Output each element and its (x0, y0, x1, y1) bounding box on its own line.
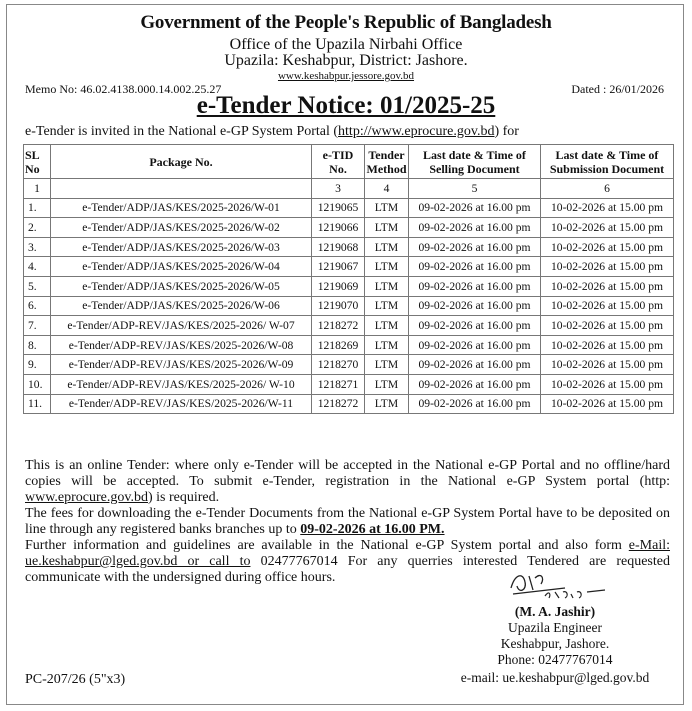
table-cell: 1219068 (312, 237, 365, 257)
office-location: Upazila: Keshabpur, District: Jashore. (224, 52, 468, 69)
table-cell: 1219065 (312, 198, 365, 218)
table-cell: 10. (24, 374, 51, 394)
table-cell: LTM (365, 374, 409, 394)
signer-address: Keshabpur, Jashore. (500, 636, 610, 651)
intro-before: e-Tender is invited in the National e-GP System Portal ( (25, 124, 339, 139)
table-cell: 10-02-2026 at 15.00 pm (541, 276, 674, 296)
table-cell: 3. (24, 237, 51, 257)
signer-designation: Upazila Engineer (507, 620, 603, 635)
table-cell: 1218272 (312, 316, 365, 336)
table-cell: 09-02-2026 at 16.00 pm (409, 335, 541, 355)
table-cell: LTM (365, 198, 409, 218)
table-cell: 10-02-2026 at 15.00 pm (541, 374, 674, 394)
table-cell: e-Tender/ADP-REV/JAS/KES/2025-2026/ W-10 (51, 374, 312, 394)
table-cell: e-Tender/ADP-REV/JAS/KES/2025-2026/W-08 (51, 335, 312, 355)
table-row (24, 276, 674, 296)
table-cell: 09-02-2026 at 16.00 pm (409, 237, 541, 257)
table-row (24, 237, 674, 257)
table-cell: 10-02-2026 at 15.00 pm (541, 296, 674, 316)
column-number: 5 (409, 179, 541, 199)
table-cell: 1218270 (312, 355, 365, 375)
table-cell: 09-02-2026 at 16.00 pm (409, 257, 541, 277)
column-header: SL No (24, 145, 51, 179)
table-cell: LTM (365, 296, 409, 316)
table-cell: e-Tender/ADP/JAS/KES/2025-2026/W-05 (51, 276, 312, 296)
table-cell: e-Tender/ADP-REV/JAS/KES/2025-2026/W-11 (51, 394, 312, 414)
table-row (24, 316, 674, 336)
table-row (24, 257, 674, 277)
table-cell: 10-02-2026 at 15.00 pm (541, 316, 674, 336)
column-number-row (24, 179, 674, 199)
table-cell: e-Tender/ADP/JAS/KES/2025-2026/W-06 (51, 296, 312, 316)
table-cell: LTM (365, 276, 409, 296)
table-cell: 09-02-2026 at 16.00 pm (409, 374, 541, 394)
table-cell: 09-02-2026 at 16.00 pm (409, 316, 541, 336)
column-number: 3 (312, 179, 365, 199)
p3-text: Further information and guidelines are available in the National e-GP System portal and also form (25, 538, 629, 553)
table-cell: 09-02-2026 at 16.00 pm (409, 355, 541, 375)
table-cell: 8. (24, 335, 51, 355)
table-cell: 09-02-2026 at 16.00 pm (409, 296, 541, 316)
table-cell: LTM (365, 394, 409, 414)
p1-link[interactable]: www.eprocure.gov.bd (25, 490, 148, 505)
tender-table (23, 144, 674, 414)
government-heading: Government of the People's Republic of Bangladesh (140, 12, 552, 33)
column-header: e-TID No. (312, 145, 365, 179)
table-cell: 09-02-2026 at 16.00 pm (409, 394, 541, 414)
fees-paragraph (25, 506, 670, 538)
email-link[interactable]: e-Mail: ue.keshabpur@lged.gov.bd or call to (25, 538, 670, 569)
memo-number: Memo No: 46.02.4138.000.14.002.25.27 (25, 82, 222, 96)
table-cell: 1. (24, 198, 51, 218)
office-name: Office of the Upazila Nirbahi Office (229, 36, 463, 53)
table-cell: e-Tender/ADP/JAS/KES/2025-2026/W-03 (51, 237, 312, 257)
table-cell: e-Tender/ADP/JAS/KES/2025-2026/W-04 (51, 257, 312, 277)
column-header: Last date & Time of Submission Document (541, 145, 674, 179)
table-cell: LTM (365, 237, 409, 257)
column-header: Last date & Time of Selling Document (409, 145, 541, 179)
column-number: 1 (24, 179, 51, 199)
table-cell: 09-02-2026 at 16.00 pm (409, 198, 541, 218)
table-cell: 10-02-2026 at 15.00 pm (541, 335, 674, 355)
table-cell: 10-02-2026 at 15.00 pm (541, 218, 674, 238)
signer-name: (M. A. Jashir) (514, 604, 596, 619)
table-cell: e-Tender/ADP-REV/JAS/KES/2025-2026/ W-07 (51, 316, 312, 336)
publication-code: PC-207/26 (5"x3) (25, 672, 126, 687)
column-number: 4 (365, 179, 409, 199)
table-cell: 1218272 (312, 394, 365, 414)
intro-after: ) for (494, 124, 519, 139)
table-cell: 10-02-2026 at 15.00 pm (541, 237, 674, 257)
website-link[interactable]: www.keshabpur.jessore.gov.bd (277, 70, 415, 82)
column-header: Tender Method (365, 145, 409, 179)
table-cell: 09-02-2026 at 16.00 pm (409, 218, 541, 238)
table-row (24, 296, 674, 316)
online-tender-paragraph (25, 458, 670, 506)
table-cell: LTM (365, 257, 409, 277)
notice-title: e-Tender Notice: 01/2025-25 (196, 92, 496, 119)
column-header: Package No. (51, 145, 312, 179)
table-cell: LTM (365, 218, 409, 238)
table-cell: e-Tender/ADP-REV/JAS/KES/2025-2026/W-09 (51, 355, 312, 375)
table-cell: 1219069 (312, 276, 365, 296)
table-row (24, 335, 674, 355)
table-row (24, 374, 674, 394)
table-cell: 1219067 (312, 257, 365, 277)
p2-text: The fees for downloading the e-Tender Documents from the National e-GP System Portal have to be deposited on line through any registered banks branches up to (25, 506, 670, 537)
column-number (51, 179, 312, 199)
table-cell: 1218269 (312, 335, 365, 355)
handwritten-signature (505, 568, 615, 604)
table-cell: LTM (365, 316, 409, 336)
table-cell: 10-02-2026 at 15.00 pm (541, 394, 674, 414)
table-cell: LTM (365, 355, 409, 375)
table-cell: 5. (24, 276, 51, 296)
intro-text (25, 124, 519, 140)
table-cell: 1219066 (312, 218, 365, 238)
p3-end: 02477767014 For any querries interested Tendered are requested communicate with the undersigned during office hours. (25, 554, 670, 585)
table-cell: 4. (24, 257, 51, 277)
table-row (24, 198, 674, 218)
table-cell: 09-02-2026 at 16.00 pm (409, 276, 541, 296)
p1-text: This is an online Tender: where only e-Tender will be accepted in the National e-GP Portal and no offline/hard copies will be accepted. To submit e-Tender, registration in the National e-GP System portal (http: (25, 458, 670, 489)
table-cell: 9. (24, 355, 51, 375)
table-cell: 11. (24, 394, 51, 414)
table-cell: 10-02-2026 at 15.00 pm (541, 355, 674, 375)
table-cell: LTM (365, 335, 409, 355)
table-row (24, 394, 674, 414)
table-cell: 1219070 (312, 296, 365, 316)
table-cell: 7. (24, 316, 51, 336)
table-cell: 6. (24, 296, 51, 316)
table-cell: 10-02-2026 at 15.00 pm (541, 257, 674, 277)
table-cell: 1218271 (312, 374, 365, 394)
deposit-deadline: 09-02-2026 at 16.00 PM. (300, 522, 445, 537)
eprocure-link[interactable]: http://www.eprocure.gov.bd (338, 124, 495, 139)
table-cell: e-Tender/ADP/JAS/KES/2025-2026/W-02 (51, 218, 312, 238)
column-number: 6 (541, 179, 674, 199)
signer-phone: Phone: 02477767014 (497, 652, 613, 667)
table-cell: e-Tender/ADP/JAS/KES/2025-2026/W-01 (51, 198, 312, 218)
table-row (24, 218, 674, 238)
table-cell: 2. (24, 218, 51, 238)
table-row (24, 355, 674, 375)
p1-end: ) is required. (147, 490, 220, 505)
signer-email: e-mail: ue.keshabpur@lged.gov.bd (460, 670, 650, 685)
table-cell: 10-02-2026 at 15.00 pm (541, 198, 674, 218)
notice-date: Dated : 26/01/2026 (571, 82, 664, 96)
